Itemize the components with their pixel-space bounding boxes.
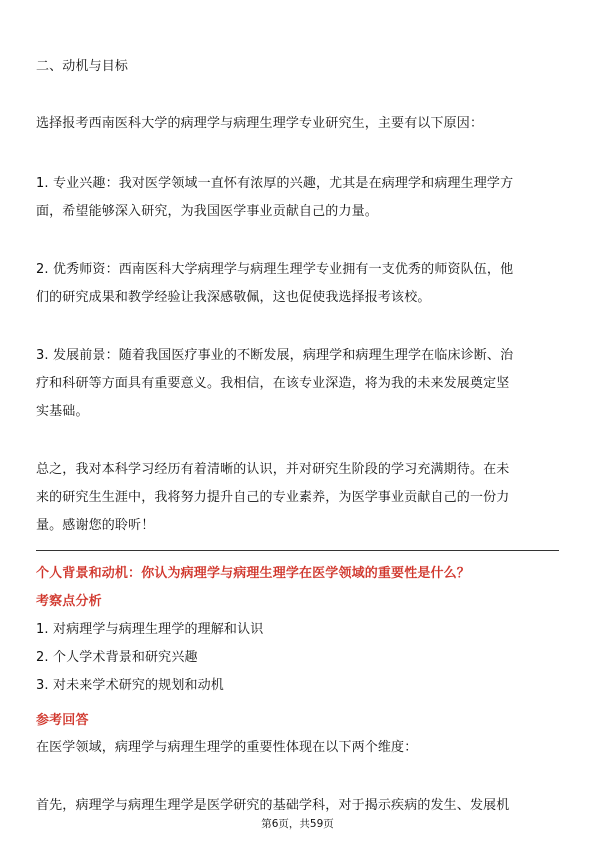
analysis-item-3: 3. 对未来学术研究的规划和动机 [36,678,224,693]
answer-line-1: 在医学领域，病理学与病理生理学的重要性体现在以下两个维度： [36,740,418,755]
reason-2-line-1: 2. 优秀师资：西南医科大学病理学与病理生理学专业拥有一支优秀的师资队伍，他 [36,262,514,277]
section-title: 二、动机与目标 [36,59,129,74]
answer-heading: 参考回答 [36,713,89,728]
intro-paragraph: 选择报考西南医科大学的病理学与病理生理学专业研究生，主要有以下原因： [36,116,484,131]
reason-3-line-2: 疗和科研等方面具有重要意义。我相信，在该专业深造，将为我的未来发展奠定坚 [36,376,510,391]
reason-3-line-1: 3. 发展前景：随着我国医疗事业的不断发展，病理学和病理生理学在临床诊断、治 [36,348,514,363]
question-heading: 个人背景和动机：你认为病理学与病理生理学在医学领域的重要性是什么？ [36,566,470,581]
section-divider [36,550,559,551]
analysis-item-1: 1. 对病理学与病理生理学的理解和认识 [36,622,264,637]
page-footer: 第6页，共59页 [261,818,334,830]
analysis-heading: 考察点分析 [36,594,102,609]
answer-line-2: 首先，病理学与病理生理学是医学研究的基础学科，对于揭示疾病的发生、发展机 [36,798,510,813]
summary-line-1: 总之，我对本科学习经历有着清晰的认识，并对研究生阶段的学习充满期待。在未 [36,462,510,477]
summary-line-3: 量。感谢您的聆听！ [36,518,155,533]
reason-1-line-1: 1. 专业兴趣：我对医学领域一直怀有浓厚的兴趣，尤其是在病理学和病理生理学方 [36,176,514,191]
summary-line-2: 来的研究生生涯中，我将努力提升自己的专业素养，为医学事业贡献自己的一份力 [36,490,510,505]
reason-1-line-2: 面，希望能够深入研究，为我国医学事业贡献自己的力量。 [36,204,378,219]
reason-3-line-3: 实基础。 [36,404,89,419]
reason-2-line-2: 们的研究成果和教学经验让我深感敬佩，这也促使我选择报考该校。 [36,290,431,305]
analysis-item-2: 2. 个人学术背景和研究兴趣 [36,650,198,665]
